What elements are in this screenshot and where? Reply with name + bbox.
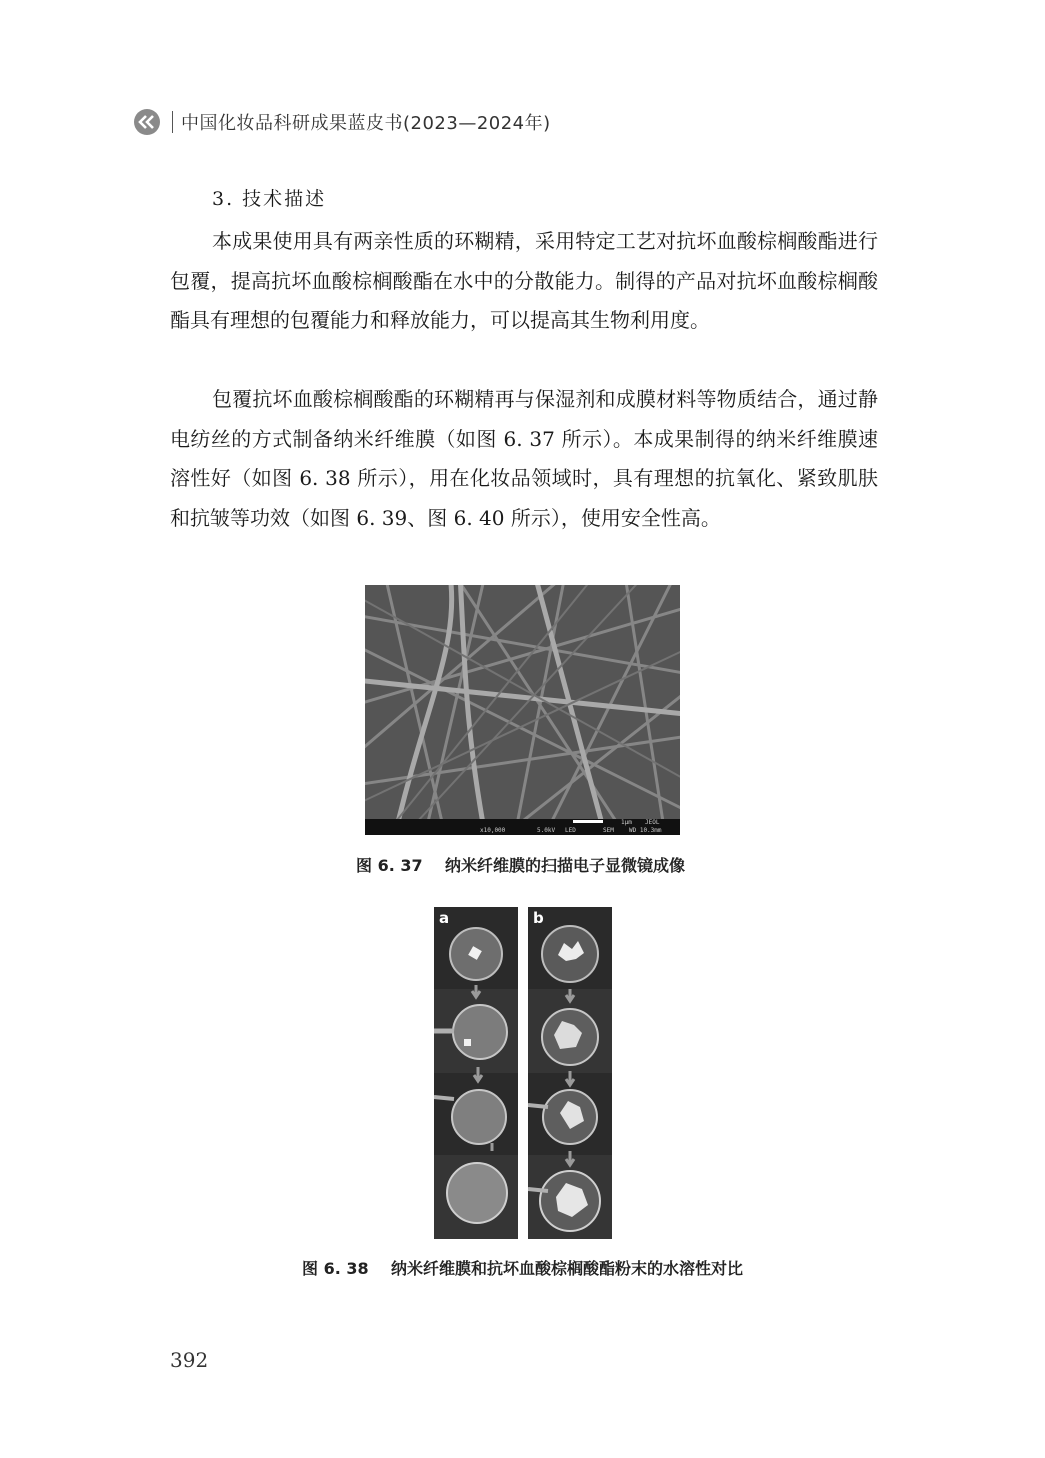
- header-divider: [172, 111, 173, 133]
- sem-detector: LED: [565, 827, 576, 834]
- sem-scale: 1μm: [621, 819, 632, 826]
- nanofiber-illustration: [365, 585, 680, 819]
- sem-working-distance: WD 10.3mm: [629, 827, 662, 834]
- sem-maker: JEOL: [645, 819, 660, 826]
- dissolution-sequence-a: [434, 907, 518, 1239]
- photo-panel-a: [434, 907, 518, 1239]
- figure-caption: 图 6. 37 纳米纤维膜的扫描电子显微镜成像: [356, 856, 685, 875]
- sem-image: [365, 585, 680, 835]
- double-chevron-left-icon: [134, 109, 160, 135]
- figure-caption: 图 6. 38 纳米纤维膜和抗坏血酸棕榈酸酯粉末的水溶性对比: [302, 1259, 743, 1278]
- section-heading: 3. 技术描述: [212, 188, 327, 210]
- dissolution-sequence-b: [528, 907, 612, 1239]
- running-header: [134, 108, 551, 136]
- sem-mode: SEM: [603, 827, 614, 834]
- photo-panel-b: [528, 907, 612, 1239]
- sem-info-bar: [365, 819, 680, 835]
- paragraph: 本成果使用具有两亲性质的环糊精，采用特定工艺对抗坏血酸棕榈酸酯进行包覆，提高抗坏血酸棕榈酸酯在水中的分散能力。制得的产品对抗坏血酸棕榈酸酯具有理想的包覆能力和释放能力，可以提高其生物利用度。: [170, 229, 878, 332]
- sem-voltage: 5.0kV: [537, 827, 556, 834]
- panel-label-a: a: [439, 909, 450, 927]
- book-title: 中国化妆品科研成果蓝皮书(2023—2024年): [181, 113, 551, 134]
- paragraph: 包覆抗坏血酸棕榈酸酯的环糊精再与保湿剂和成膜材料等物质结合，通过静电纺丝的方式制备纳米纤维膜（如图 6. 37 所示）。本成果制得的纳米纤维膜速溶性好（如图 6. 38 所示），用在化妆品领域时，具有理想的抗氧化、紧致肌肤和抗皱等功效（如图 6. 39、图 6. 40 所示），使用安全性高。: [170, 387, 878, 530]
- scale-bar: [573, 820, 603, 823]
- page-number: 392: [170, 1348, 209, 1372]
- panel-label-b: b: [533, 909, 544, 927]
- sem-magnification: x10,000: [480, 827, 506, 834]
